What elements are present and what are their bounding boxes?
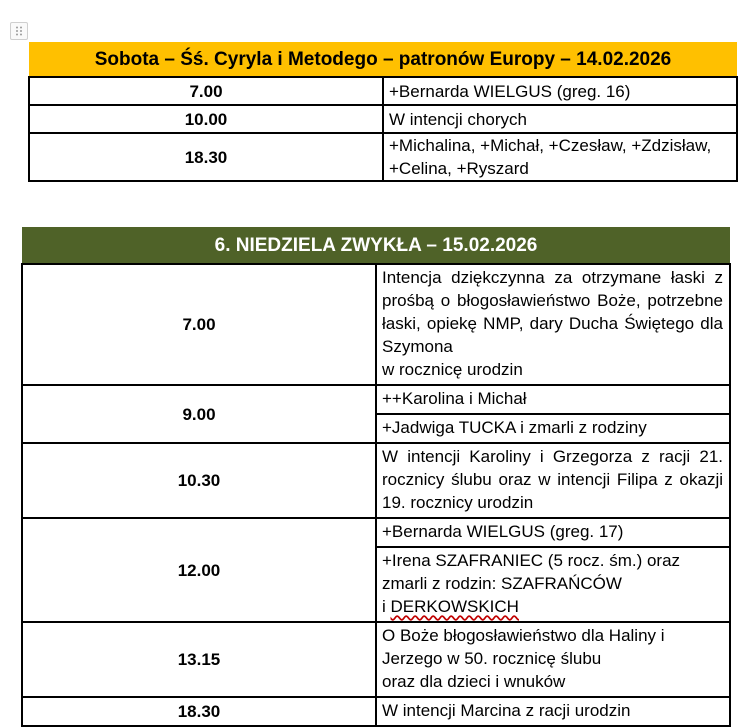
mass-intention[interactable]: W intencji Karoliny i Grzegorza z racji 21. rocznicy ślubu oraz w intencji Filipa z okazji 19. rocznicy urodzin	[376, 443, 730, 518]
saturday-title[interactable]: Sobota – Śś. Cyryla i Metodego – patronów Europy – 14.02.2026	[29, 42, 737, 77]
mass-intention[interactable]: +Bernarda WIELGUS (greg. 16)	[383, 77, 737, 105]
table-row	[22, 518, 730, 547]
mass-intention[interactable]	[376, 622, 730, 697]
table-row	[22, 443, 730, 518]
table-row	[29, 105, 737, 133]
table-row	[22, 385, 730, 414]
table-move-handle[interactable]	[10, 22, 28, 40]
mass-time[interactable]: 13.15	[22, 622, 376, 697]
mass-time[interactable]: 12.00	[22, 518, 376, 622]
mass-time[interactable]: 18.30	[29, 133, 383, 181]
intention-text-line2	[382, 595, 723, 618]
intention-text-line3: w rocznicę urodzin	[382, 360, 523, 379]
intention-text: Intencja dziękczynna za otrzymane łaski z prośbą o błogosławieństwo Boże, potrzebne łaski, opiekę NMP, dary Ducha Świętego dla Szymona	[382, 268, 723, 356]
mass-intention[interactable]	[376, 264, 730, 385]
intention-text: +Irena SZAFRANIEC (5 rocz. śm.) oraz zmarli z rodzin: SZAFRAŃCÓW	[382, 551, 681, 593]
table-row	[22, 264, 730, 385]
mass-intention[interactable]: +Jadwiga TUCKA i zmarli z rodziny	[376, 414, 730, 443]
mass-intention[interactable]: W intencji Marcina z racji urodzin	[376, 697, 730, 726]
table-row	[29, 77, 737, 105]
mass-intention[interactable]: +Bernarda WIELGUS (greg. 17)	[376, 518, 730, 547]
mass-time[interactable]: 18.30	[22, 697, 376, 726]
mass-time[interactable]: 7.00	[29, 77, 383, 105]
drag-handle-icon	[15, 26, 23, 36]
sunday-schedule-table	[21, 227, 731, 727]
mass-intention[interactable]: W intencji chorych	[383, 105, 737, 133]
saturday-schedule-table	[28, 42, 738, 182]
intention-text: O Boże błogosławieństwo dla Haliny i Jerzego w 50. rocznicę ślubu	[382, 626, 665, 668]
mass-time[interactable]: 7.00	[22, 264, 376, 385]
mass-intention[interactable]	[376, 547, 730, 622]
intention-prefix: i	[382, 597, 391, 616]
mass-time[interactable]: 9.00	[22, 385, 376, 443]
sunday-title[interactable]: 6. NIEDZIELA ZWYKŁA – 15.02.2026	[22, 227, 730, 264]
table-row	[29, 133, 737, 181]
mass-intention[interactable]: +Michalina, +Michał, +Czesław, +Zdzisław, +Celina, +Ryszard	[383, 133, 737, 181]
mass-time[interactable]: 10.00	[29, 105, 383, 133]
spellcheck-flagged-word[interactable]: DERKOWSKICH	[390, 597, 519, 616]
mass-time[interactable]: 10.30	[22, 443, 376, 518]
intention-text-line2: oraz dla dzieci i wnuków	[382, 672, 566, 691]
table-row	[22, 697, 730, 726]
table-row	[22, 622, 730, 697]
mass-intention[interactable]: ++Karolina i Michał	[376, 385, 730, 414]
